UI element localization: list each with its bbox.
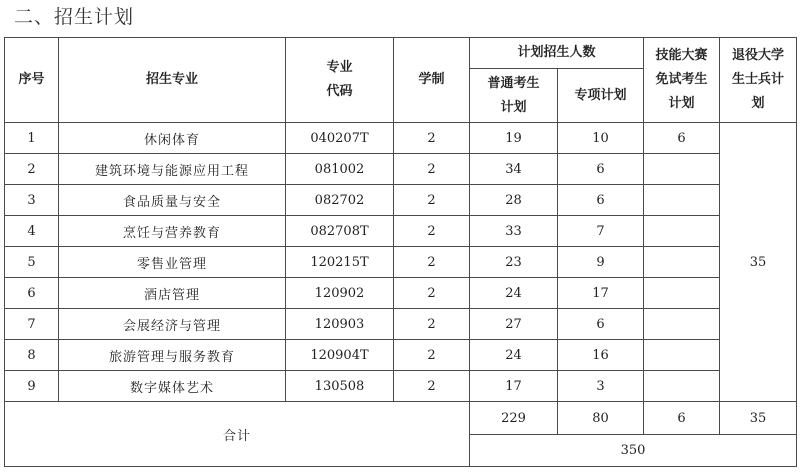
header-veterans-line3: 划 [751,96,765,111]
table-row [5,123,797,154]
cell-regular: 33 [470,216,558,247]
cell-regular: 19 [470,123,558,154]
cell-skills-empty [644,371,720,402]
cell-seq: 6 [5,278,59,309]
cell-seq: 3 [5,185,59,216]
cell-skills-empty [644,216,720,247]
cell-major: 会展经济与管理 [59,309,286,340]
cell-skills-empty [644,247,720,278]
cell-duration: 2 [394,371,470,402]
header-skills-line2: 免试考生 [655,72,708,87]
cell-special: 7 [558,216,644,247]
cell-duration: 2 [394,185,470,216]
cell-skills-empty [644,185,720,216]
cell-code: 040207T [286,123,394,154]
cell-major: 旅游管理与服务教育 [59,340,286,371]
cell-code: 082708T [286,216,394,247]
cell-regular: 27 [470,309,558,340]
cell-regular: 17 [470,371,558,402]
cell-major: 数字媒体艺术 [59,371,286,402]
cell-code: 120215T [286,247,394,278]
cell-special: 10 [558,123,644,154]
total-veterans: 35 [720,402,797,435]
table-row [5,247,797,278]
header-special: 专项计划 [558,69,644,123]
cell-duration: 2 [394,309,470,340]
table-body [5,38,797,467]
header-major: 招生专业 [59,38,286,123]
cell-code: 120903 [286,309,394,340]
header-veterans-line1: 退役大学 [732,48,785,63]
header-veterans [720,38,797,123]
cell-special: 17 [558,278,644,309]
total-skills: 6 [644,402,720,435]
cell-code: 081002 [286,154,394,185]
header-row [5,38,797,69]
cell-veterans-merged: 35 [720,123,797,402]
cell-special: 16 [558,340,644,371]
cell-seq: 2 [5,154,59,185]
cell-major: 酒店管理 [59,278,286,309]
header-code-line1: 专业 [326,60,353,75]
table-row [5,371,797,402]
cell-duration: 2 [394,340,470,371]
cell-seq: 9 [5,371,59,402]
header-plan-group: 计划招生人数 [470,38,644,69]
cell-major: 零售业管理 [59,247,286,278]
totals-label: 合计 [5,402,470,467]
cell-major: 烹饪与营养教育 [59,216,286,247]
cell-special: 6 [558,154,644,185]
cell-skills-empty [644,154,720,185]
header-skills-line3: 计划 [668,96,695,111]
cell-skills-empty [644,278,720,309]
cell-seq: 1 [5,123,59,154]
header-code [286,38,394,123]
cell-seq: 4 [5,216,59,247]
enrollment-plan-table [4,37,797,467]
total-special: 80 [558,402,644,435]
cell-seq: 8 [5,340,59,371]
table-row [5,154,797,185]
cell-skills-empty [644,340,720,371]
cell-regular: 28 [470,185,558,216]
grand-total: 350 [470,435,797,467]
cell-code: 130508 [286,371,394,402]
header-regular-line1: 普通考生 [487,75,540,91]
cell-code: 082702 [286,185,394,216]
header-duration: 学制 [394,38,470,123]
table-row [5,185,797,216]
table-row [5,340,797,371]
total-regular: 229 [470,402,558,435]
cell-duration: 2 [394,278,470,309]
cell-duration: 2 [394,154,470,185]
cell-regular: 24 [470,278,558,309]
cell-major: 建筑环境与能源应用工程 [59,154,286,185]
cell-seq: 5 [5,247,59,278]
table-row [5,278,797,309]
totals-row [5,402,797,435]
cell-major: 食品质量与安全 [59,185,286,216]
cell-skills-empty [644,309,720,340]
cell-regular: 23 [470,247,558,278]
cell-duration: 2 [394,247,470,278]
header-seq: 序号 [5,38,59,123]
cell-major: 休闲体育 [59,123,286,154]
cell-regular: 24 [470,340,558,371]
cell-skills: 6 [644,123,720,154]
header-skills [644,38,720,123]
cell-code: 120902 [286,278,394,309]
header-skills-line1: 技能大赛 [655,48,708,63]
cell-duration: 2 [394,123,470,154]
header-veterans-line2: 生士兵计 [732,72,785,87]
header-regular-line2: 计划 [500,99,527,115]
section-title: 二、招生计划 [14,6,135,28]
cell-regular: 34 [470,154,558,185]
cell-special: 3 [558,371,644,402]
cell-special: 9 [558,247,644,278]
cell-code: 120904T [286,340,394,371]
header-code-line2: 代码 [326,84,353,99]
header-regular [470,69,558,123]
cell-special: 6 [558,185,644,216]
cell-special: 6 [558,309,644,340]
cell-duration: 2 [394,216,470,247]
table-row [5,216,797,247]
table-row [5,309,797,340]
cell-seq: 7 [5,309,59,340]
